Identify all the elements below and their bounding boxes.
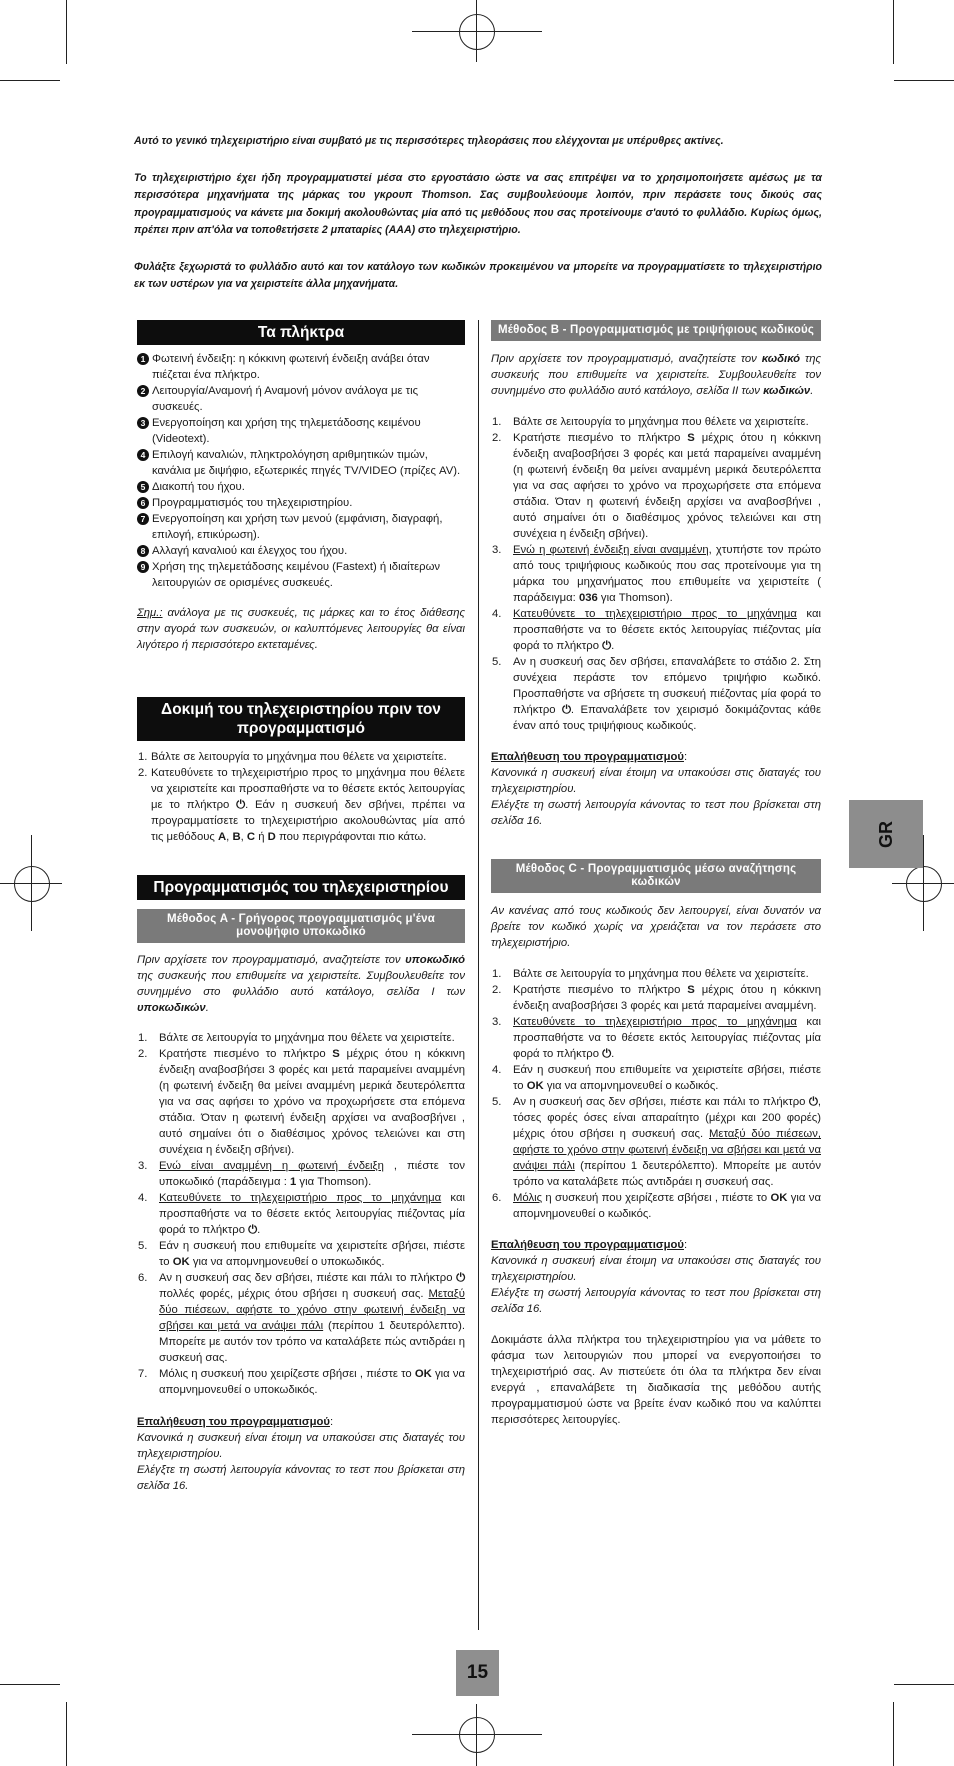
list-item-text: Λειτουργία/Αναμονή ή Αναμονή μόνον ανάλογα με τις συσκευές.: [152, 385, 419, 413]
verification-colon: :: [683, 751, 688, 763]
number-bullet: 3: [137, 417, 149, 429]
power-icon: ⏻: [248, 1224, 258, 1236]
ok-key-label: OK: [770, 1192, 788, 1204]
list-item: [491, 1062, 821, 1094]
verification-text: Ελέγξτε τη σωστή λειτουργία κάνοντας το τεστ που βρίσκεται στη σελίδα 16.: [137, 1464, 465, 1492]
step-text: , πιέστε τον υποκωδικό (παράδειγμα :: [159, 1160, 465, 1188]
verification-text: Ελέγξτε τη σωστή λειτουργία κάνοντας το τεστ που βρίσκεται στη σελίδα 16.: [491, 799, 821, 827]
list-item: [491, 542, 821, 606]
list-item: [491, 414, 821, 430]
list-item-text: Αλλαγή καναλιού και έλεγχος του ήχου.: [152, 545, 348, 557]
step-number: 2.: [138, 767, 148, 779]
power-icon: ⏻: [236, 799, 246, 811]
list-item: [491, 606, 821, 654]
list-item-text: Ενεργοποίηση και χρήση των μενού (εμφάνιση, διαγραφή, επιλογή, επικύρωση).: [152, 513, 443, 541]
method-c-verification: [491, 1237, 821, 1317]
list-item: [137, 1270, 465, 1366]
step-text: Βάλτε σε λειτουργία το μηχάνημα που θέλετε να χειριστείτε.: [151, 751, 447, 763]
step-text: Εάν η συσκευή που επιθυμείτε να χειριστείτε σβήσει, πιέστε το: [513, 1064, 821, 1092]
s-key-label: S: [687, 984, 695, 996]
step-text-underlined: Κατευθύνετε το τηλεχειριστήριο προς το μηχάνημα: [513, 608, 797, 620]
step-number: 6.: [492, 1192, 502, 1204]
step-text: για να απομνημονευθεί ο υποκωδικός.: [159, 1368, 465, 1396]
list-item: [137, 543, 465, 559]
step-text-underlined: Κατευθύνετε το τηλεχειριστήριο προς το μηχάνημα: [513, 1016, 797, 1028]
step-text-underlined: Μεταξύ δύο πιέσεων, αφήστε το χρόνο στην φωτεινή ένδειξη να σβήσει και μετά να ανάψει πάλι: [159, 1288, 465, 1332]
step-number: 5.: [138, 1240, 148, 1252]
list-item: [137, 479, 465, 495]
step-number: 3.: [492, 544, 502, 556]
method-a-heading: Μέθοδος A - Γρήγορος προγραμματισμός μ'ένα μονοψήφιο υποκωδικό: [137, 909, 465, 943]
number-bullet: 8: [137, 545, 149, 557]
list-item: [137, 351, 465, 383]
number-bullet: 4: [137, 449, 149, 461]
verification-title: Επαλήθευση του προγραμματισμού: [491, 1239, 684, 1251]
list-item: [137, 1366, 465, 1398]
intro-paragraph: Το τηλεχειριστήριο έχει ήδη προγραμματιστεί μέσα στο εργοστάσιο ώστε να σας επιτρέψει να το χρησιμοποιήσετε αμέσως με τα περισσότερα μηχανήματα της μάρκας του γκρουπ Thomson. Σας συμβουλεύουμε λοιπόν, πριν περάσετε τους δικούς σας προγραμματισμούς να κάνετε μια δοκιμή ακολουθώντας μία από τις μεθόδους που σας προτείνουμε σ'αυτό το φυλλάδιο. Κυρίως όμως, πρέπει πριν απ'όλα να τοποθετήσετε 2 μπαταρίες (AAA) στο τηλεχειριστήριο.: [134, 171, 822, 236]
step-text: για να απομνημονευθεί ο κωδικός.: [513, 1192, 821, 1220]
crop-mark: [66, 1702, 67, 1766]
verification-text: Κανονικά η συσκευή είναι έτοιμη να υπακούσει στις διαταγές του τηλεχειριστηρίου.: [491, 1255, 821, 1283]
power-icon: ⏻: [561, 704, 571, 716]
method-c-heading: Μέθοδος C - Προγραμματισμός μέσω αναζήτησης κωδικών: [491, 859, 821, 893]
registration-line: [476, 1704, 477, 1766]
note-text: ανάλογα με τις συσκευές, τις μάρκες και το έτος διάθεσης στην αγορά των συσκευών, οι καλυπτόμενες λειτουργίες θα είναι λιγότερο ή περισσότερο εκτεταμένες.: [137, 607, 465, 651]
verification-title-row: [491, 1237, 821, 1253]
step-number: 2.: [492, 984, 502, 996]
separator: ,: [240, 831, 247, 843]
step-text-underlined: Μόλις: [513, 1192, 543, 1204]
step-text: για να απομνημονευθεί ο υποκωδικός.: [189, 1256, 385, 1268]
step-number: 1.: [138, 1032, 148, 1044]
intro-paragraph: Αυτό το γενικό τηλεχειριστήριο είναι συμβατό με τις περισσότερες τηλεοράσεις που ελέγχονται με υπέρυθρες ακτίνες.: [134, 135, 724, 147]
list-item: [491, 1014, 821, 1062]
list-item: [137, 447, 465, 479]
verification-text: Κανονικά η συσκευή είναι έτοιμη να υπακούσει στις διαταγές του τηλεχειριστηρίου.: [491, 767, 821, 795]
step-text: Αν η συσκευή σας δεν σβήσει, πιέστε και πάλι το πλήκτρο: [513, 1096, 809, 1108]
crop-mark: [0, 1684, 60, 1685]
step-number: 3.: [138, 1160, 148, 1172]
power-icon: ⏻: [808, 1096, 818, 1108]
step-text: για Thomson).: [597, 592, 673, 604]
list-item-text: Προγραμματισμός του τηλεχειριστηρίου.: [152, 497, 353, 509]
method-b-section: [491, 351, 821, 829]
intro-text: Πριν αρχίσετε τον προγραμματισμό, αναζητείστε τον: [491, 353, 762, 365]
ok-key-label: OK: [172, 1256, 190, 1268]
power-icon: ⏻: [602, 640, 612, 652]
list-item-text: Ενεργοποίηση και χρήση της τηλεμετάδοσης κειμένου (Videotext).: [152, 417, 421, 445]
method-a-verification: [137, 1414, 465, 1494]
separator: ή: [255, 831, 268, 843]
list-item: [137, 1238, 465, 1270]
number-bullet: 6: [137, 497, 149, 509]
step-number: 5.: [492, 656, 502, 668]
step-text: μέχρις ότου η κόκκινη ένδειξη αναβοσβήσει 3 φορές και μετά παραμείνει αναμμένη.: [513, 984, 821, 1012]
crop-mark: [893, 0, 894, 64]
step-text: Κρατήστε πιεσμένο το πλήκτρο: [513, 984, 688, 996]
step-number: 1.: [492, 416, 502, 428]
method-b-heading: Μέθοδος B - Προγραμματισμός με τριψήφιους κωδικούς: [491, 320, 821, 341]
intro-text: της συσκευής που επιθυμείτε να χειριστείτε. Συμβουλευθείτε τον συνημμένο στο φυλλάδιο αυτό κατάλογο, σελίδα II των: [491, 353, 821, 397]
number-bullet: 9: [137, 561, 149, 573]
step-text-underlined: Μεταξύ δύο πιέσεων, αφήστε το χρόνο στην φωτεινή ένδειξη να σβήσει και μετά να ανάψει πάλι: [513, 1128, 822, 1172]
list-item: [137, 415, 465, 447]
list-item: [137, 511, 465, 543]
note-label: Σημ.:: [137, 607, 163, 619]
step-text: .: [611, 640, 615, 652]
step-text: και προσπαθήστε να το θέσετε εκτός λειτουργίας πιέζοντας μία φορά το πλήκτρο: [513, 1016, 821, 1060]
keys-section: [137, 351, 465, 653]
intro-text: της συσκευής που επιθυμείτε να χειριστείτε. Συμβουλευθείτε τον συνημμένο στο φυλλάδιο αυτό κατάλογο, σελίδα I των: [137, 970, 465, 998]
method-c-section: [491, 903, 821, 1428]
list-item: [491, 966, 821, 982]
step-text: Βάλτε σε λειτουργία το μηχάνημα που θέλετε να χειριστείτε.: [513, 968, 809, 980]
list-item: [137, 1158, 465, 1190]
method-letter: D: [267, 831, 276, 843]
list-item: [491, 654, 821, 734]
test-section: [137, 749, 465, 845]
step-text: και προσπαθήστε να το θέσετε εκτός λειτουργίας πιέζοντας μία φορά το πλήκτρο: [513, 608, 821, 652]
step-text: Κατευθύνετε το τηλεχειριστήριο προς το μηχάνημα που θέλετε να χειριστείτε και προσπαθήστε να το θέσετε εκτός λειτουργίας με το πλήκτρο: [151, 767, 465, 811]
code-example: 1: [289, 1176, 297, 1188]
method-a-intro: [137, 952, 465, 1016]
list-item: [137, 559, 465, 591]
step-text: Βάλτε σε λειτουργία το μηχάνημα που θέλετε να χειριστείτε.: [159, 1032, 455, 1044]
list-item: [137, 1190, 465, 1238]
step-number: 5.: [492, 1096, 502, 1108]
list-item: [491, 1190, 821, 1222]
step-text: μέχρις ότου η κόκκινη ένδειξη αναβοσβήσει 3 φορές και μετά παραμείνει αναμμένη (η φωτεινή ένδειξη θα μείνει αναμμένη μερικά δευτερόλεπτα για να σας αφήσει το χρόνο να προχωρήσετε στα επόμενα στάδια. Όταν η φωτεινή ένδειξη αρχίσει να αναβοσβήνει , αυτό σημαίνει ότι ο διαθέσιμος χρόνος τελειώνει και στη συνέχεια η ένδειξη σβήνει).: [159, 1048, 465, 1156]
intro-text: Πριν αρχίσετε τον προγραμματισμό, αναζητείστε τον: [137, 954, 406, 966]
step-number: 2.: [492, 432, 502, 444]
verification-text: Ελέγξτε τη σωστή λειτουργία κάνοντας το τεστ που βρίσκεται στη σελίδα 16.: [491, 1287, 821, 1315]
crop-mark: [894, 1684, 954, 1685]
step-text: (περίπου 1 δευτερόλεπτο). Μπορείτε με αυτόν τον τρόπο να καταλάβετε πώς αντιδράει η συσκευή σας.: [159, 1320, 465, 1364]
list-item-text: Διακοπή του ήχου.: [152, 481, 245, 493]
keys-heading: Τα πλήκτρα: [137, 320, 465, 345]
method-b-steps: [491, 414, 821, 734]
list-item: [491, 982, 821, 1014]
test-heading: Δοκιμή του τηλεχειριστηρίου πριν τον προγραμματισμό: [137, 697, 465, 741]
method-b-verification: [491, 749, 821, 829]
verification-colon: :: [329, 1416, 334, 1428]
s-key-label: S: [332, 1048, 340, 1060]
step-text: (περίπου 1 δευτερόλεπτο). Μπορείτε με αυτόν τρόπο να καταλάβετε πώς αντιδράει η συσκευή σας.: [513, 1160, 821, 1188]
language-tab-label: GR: [875, 820, 896, 848]
step-text: Κρατήστε πιεσμένο το πλήκτρο: [513, 432, 688, 444]
step-number: 4.: [138, 1192, 148, 1204]
crop-mark: [894, 80, 954, 81]
number-bullet: 5: [137, 481, 149, 493]
step-text: .: [611, 1048, 615, 1060]
list-item: [137, 765, 465, 845]
step-text: για να απομνημονευθεί ο κωδικός.: [543, 1080, 719, 1092]
intro-paragraph: Φυλάξτε ξεχωριστά το φυλλάδιο αυτό και τον κατάλογο των κωδικών προκειμένου να μπορείτε να προγραμματίσετε το τηλεχειριστήριο εκ των υστέρων για να χειριστείτε άλλα μηχανήματα.: [134, 260, 822, 290]
method-b-intro: [491, 351, 821, 399]
step-text-underlined: Ενώ η φωτεινή ένδειξη είναι αναμμένη: [513, 544, 709, 556]
step-number: 3.: [492, 1016, 502, 1028]
right-column: [491, 320, 821, 1428]
method-letter: B: [232, 831, 241, 843]
list-item: [491, 430, 821, 542]
list-item: [137, 1046, 465, 1158]
method-letter: C: [246, 831, 256, 843]
step-text: Μόλις η συσκευή που χειρίζεστε σβήσει , πιέστε το: [159, 1368, 415, 1380]
step-number: 4.: [492, 608, 502, 620]
language-tab: [849, 800, 923, 868]
list-item: [137, 495, 465, 511]
step-text: Βάλτε σε λειτουργία το μηχάνημα που θέλετε να χειριστείτε.: [513, 416, 809, 428]
step-text: Αν η συσκευή σας δεν σβήσει, επαναλάβετε το στάδιο 2. Στη συνέχεια περάστε τον επόμενο τριψήφιο κωδικό. Προσπαθήστε να σβήσετε τη συσκευή πιέζοντας μία φορά το πλήκτρο: [513, 656, 821, 716]
code-example: 036: [578, 592, 598, 604]
step-number: 4.: [492, 1064, 502, 1076]
step-text-underlined: Κατευθύνετε το τηλεχειριστήριο προς το μηχάνημα: [159, 1192, 442, 1204]
number-bullet: 7: [137, 513, 149, 525]
registration-line: [476, 0, 477, 62]
power-icon: ⏻: [456, 1272, 465, 1284]
intro-bold: κωδικό: [761, 353, 801, 365]
method-a-section: [137, 952, 465, 1494]
step-text: μέχρις ότου η κόκκινη ένδειξη αναβοσβήσει 3 φορές και μετά παραμείνει αναμμένη (η φωτεινή ένδειξη θα μείνει αναμμένη μερικά δευτερόλεπτα για να σας αφήσει το χρόνο να προχωρήσετε στα επόμενα στάδια. Όταν η φωτεινή ένδειξη αρχίσει να αναβοσβήνει , αυτό σημαίνει ότι ο διαθέσιμος χρόνος τελειώνει και στη συνέχεια η ένδειξη σβήνει).: [513, 432, 821, 540]
step-text: η συσκευή που χειρίζεστε σβήσει , πιέστε το: [542, 1192, 771, 1204]
step-number: 1.: [492, 968, 502, 980]
ok-key-label: OK: [414, 1368, 432, 1380]
step-text: , χτυπήστε τον πρώτο από τους τριψήφιους κωδικούς που σας προτείνουμε για τη μάρκα του μηχανήματος που επιθυμείτε να χειριστείτε ( παράδειγμα:: [513, 544, 821, 604]
verification-title: Επαλήθευση του προγραμματισμού: [137, 1416, 330, 1428]
list-item-text: Φωτεινή ένδειξη: η κόκκινη φωτεινή ένδειξη ανάβει όταν πιέζεται ένα πλήκτρο.: [152, 353, 430, 381]
step-text: .: [257, 1224, 261, 1236]
list-item: [137, 383, 465, 415]
step-text: και προσπαθήστε να το θέσετε εκτός λειτουργίας πιέζοντας μία φορά το πλήκτρο: [159, 1192, 465, 1236]
page-number: 15: [456, 1650, 499, 1696]
step-text: , τόσες φορές όσες είναι απαραίτητο (μέχρι και 200 φορές) μέχρις ότου σβήσει η συσκευή σας.: [513, 1096, 821, 1140]
step-text: για Thomson).: [296, 1176, 372, 1188]
step-text: πολλές φορές, μέχρις ότου σβήσει η συσκευή σας.: [159, 1288, 429, 1300]
keys-list: [137, 351, 465, 591]
power-icon: ⏻: [602, 1048, 612, 1060]
intro-text: .: [810, 385, 814, 397]
s-key-label: S: [687, 432, 695, 444]
step-number: 2.: [138, 1048, 148, 1060]
keys-note: [137, 605, 465, 653]
intro-bold: υποκωδικών: [137, 1002, 206, 1014]
number-bullet: 1: [137, 353, 149, 365]
left-column: [137, 320, 465, 1494]
method-c-steps: [491, 966, 821, 1222]
registration-line: [31, 835, 32, 931]
column-divider: [478, 320, 479, 1630]
test-steps: [137, 749, 465, 845]
step-number: 6.: [138, 1272, 148, 1284]
registration-line: [923, 835, 924, 931]
step-text: Αν η συσκευή σας δεν σβήσει, πιέστε και πάλι το πλήκτρο: [159, 1272, 457, 1284]
crop-mark: [0, 80, 60, 81]
intro-bold: κωδικών: [763, 385, 811, 397]
verification-title-row: [137, 1414, 465, 1430]
intro-text: .: [205, 1002, 209, 1014]
method-c-intro: Αν κανένας από τους κωδικούς δεν λειτουργεί, είναι δυνατόν να βρείτε τον κωδικό χωρίς να χρειάζεται να τον περάσετε στο τηλεχειριστήριο.: [491, 905, 821, 949]
method-a-steps: [137, 1030, 465, 1398]
verification-title-row: [491, 749, 821, 765]
step-number: 1.: [138, 751, 148, 763]
step-number: 7.: [138, 1368, 148, 1380]
separator: ,: [226, 831, 233, 843]
step-text: Κρατήστε πιεσμένο το πλήκτρο: [159, 1048, 333, 1060]
method-c-outro: Δοκιμάστε άλλα πλήκτρα του τηλεχειριστηρίου για να μάθετε το φάσμα των λειτουργιών που μπορεί να ενεργοποιήσει το τηλεχειριστήριό σας. Αν πιστεύετε ότι όλα τα πλήκτρα δεν είναι ενεργά , επαναλάβετε τη διαδικασία της μεθόδου αυτής προγραμματισμού ώστε να βρείτε έναν κωδικό που να καλύπτει περισσότερες λειτουργίες.: [491, 1334, 821, 1426]
step-text: . Εάν η συσκευή δεν σβήνει, πρέπει να προγραμματίσετε το τηλεχειριστήριο ακολουθώντας μία από τις μεθόδους: [151, 799, 465, 843]
list-item-text: Επιλογή καναλιών, πληκτρολόγηση αριθμητικών τιμών, κανάλια με διψήφιο, εξωτερικές πηγές TV/VIDEO (πρίζες AV).: [152, 449, 461, 477]
step-text: που περιγράφονται πιο κάτω.: [275, 831, 427, 843]
programming-heading: Προγραμματισμός του τηλεχειριστηρίου: [137, 875, 465, 900]
list-item: [137, 749, 465, 765]
verification-colon: :: [683, 1239, 688, 1251]
verification-title: Επαλήθευση του προγραμματισμού: [491, 751, 684, 763]
intro: [134, 133, 822, 313]
step-text-underlined: Ενώ είναι αναμμένη η φωτεινή ένδειξη: [159, 1160, 384, 1172]
crop-mark: [893, 1702, 894, 1766]
ok-key-label: OK: [526, 1080, 544, 1092]
intro-bold: υποκωδικό: [405, 954, 465, 966]
crop-mark: [66, 0, 67, 64]
list-item-text: Χρήση της τηλεμετάδοσης κειμένου (Fastext) ή ιδιαίτερων λειτουργιών σε ορισμένες συσκευές.: [152, 561, 441, 589]
step-text: Εάν η συσκευή που επιθυμείτε να χειριστείτε σβήσει, πιέστε το: [159, 1240, 465, 1268]
list-item: [491, 1094, 821, 1190]
number-bullet: 2: [137, 385, 149, 397]
step-text: . Επαναλάβετε τον χειρισμό δοκιμάζοντας κάθε έναν από τους τριψήφιους κωδικούς.: [513, 704, 821, 732]
verification-text: Κανονικά η συσκευή είναι έτοιμη να υπακούσει στις διαταγές του τηλεχειριστηρίου.: [137, 1432, 465, 1460]
list-item: [137, 1030, 465, 1046]
method-letter: A: [218, 831, 227, 843]
